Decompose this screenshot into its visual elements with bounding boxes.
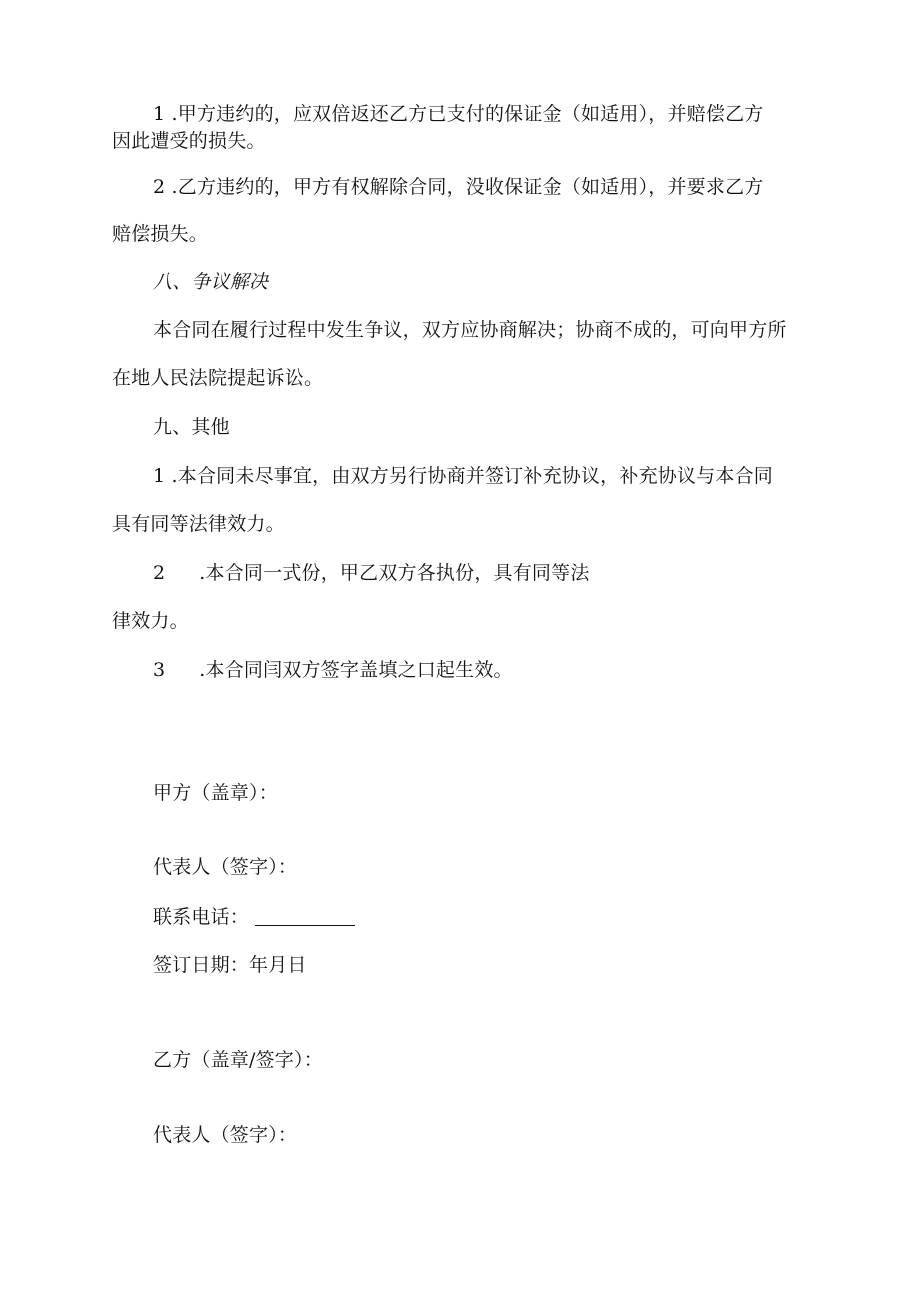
party-a-phone-blank[interactable]	[255, 907, 355, 926]
clause-9-3-text: .本合同闫双方签字盖填之口起生效。	[199, 659, 513, 681]
clause-9-1-line-2: 具有同等法律效力。	[112, 513, 285, 535]
party-a-phone-label: 联系电话：	[153, 906, 250, 928]
clause-9-2-line-2: 律效力。	[112, 610, 189, 632]
section-8-line-1: 本合同在履行过程中发生争议，双方应协商解决；协商不成的，可向甲方所	[153, 319, 787, 341]
clause-7-2-line-1: 2 .乙方违约的，甲方有权解除合同，没收保证金（如适用），并要求乙方	[153, 176, 764, 198]
party-a-sign-date: 签订日期：年月日	[153, 954, 307, 976]
party-b-representative-label: 代表人（签字）：	[153, 1124, 298, 1146]
clause-7-1-line-2: 因此遭受的损失。	[112, 130, 266, 152]
party-a-seal-label: 甲方（盖章）：	[153, 782, 278, 804]
clause-9-3-line	[153, 658, 513, 682]
clause-7-1-line-1: 1 .甲方违约的，应双倍返还乙方已支付的保证金（如适用），并赔偿乙方	[153, 103, 764, 125]
section-9-heading: 九、其他	[153, 416, 230, 438]
clause-9-3-number: 3	[153, 659, 166, 681]
clause-9-2-number: 2	[153, 562, 166, 584]
section-8-heading: 八、争议解决	[153, 271, 269, 293]
clause-7-2-line-2: 赔偿损失。	[112, 223, 209, 245]
clause-9-2-text: .本合同一式份，甲乙双方各执份，具有同等法	[199, 562, 590, 584]
clause-9-2-line-1	[153, 561, 590, 585]
party-b-seal-label: 乙方（盖章/签字）：	[153, 1049, 323, 1071]
section-8-line-2: 在地人民法院提起诉讼。	[112, 367, 324, 389]
party-a-phone-row	[153, 905, 355, 929]
clause-9-1-line-1: 1 .本合同未尽事宜，由双方另行协商并签订补充协议，补充协议与本合同	[153, 465, 773, 487]
party-a-representative-label: 代表人（签字）：	[153, 856, 298, 878]
